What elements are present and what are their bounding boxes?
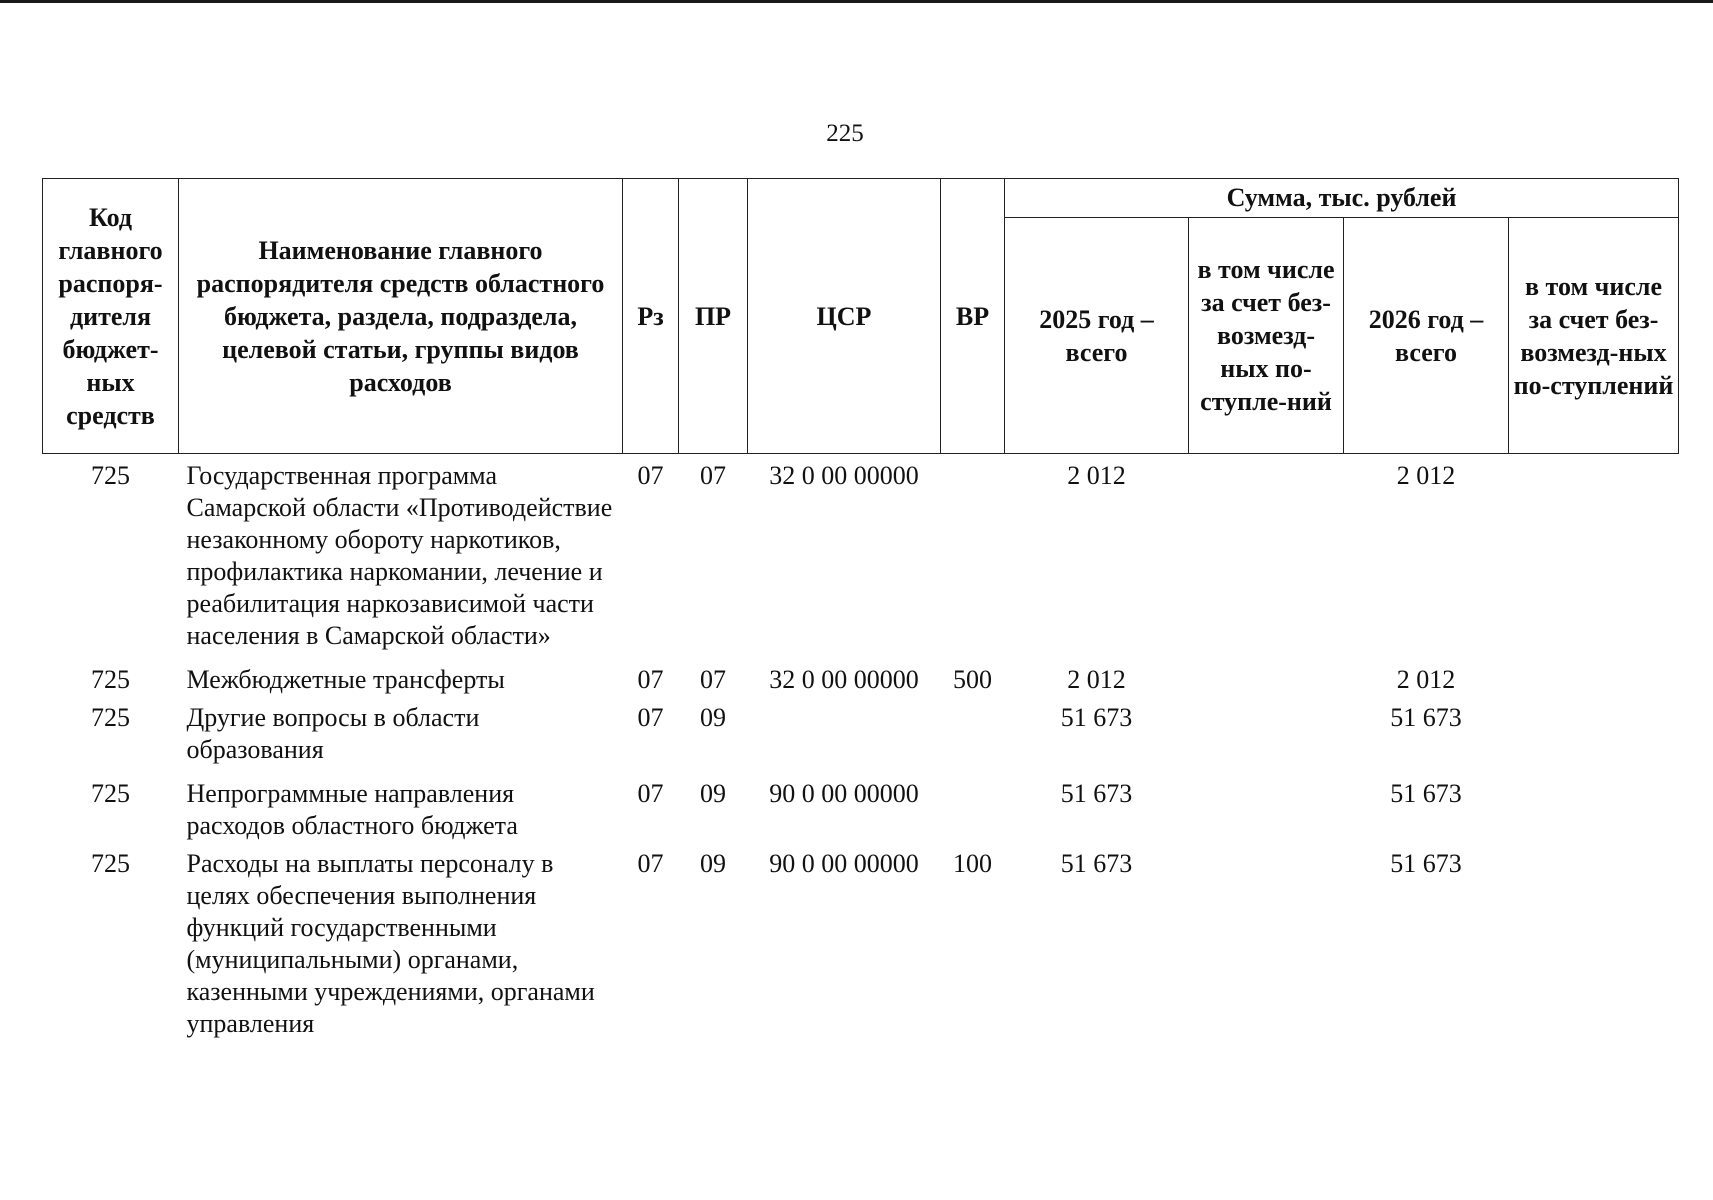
table-row	[43, 842, 1679, 1040]
cell-rz: 07	[637, 779, 664, 808]
header-2025-total: 2025 год – всего	[1005, 218, 1189, 454]
cell-2026-free	[1509, 454, 1679, 653]
header-vr: ВР	[941, 179, 1005, 454]
cell-2025-total: 51 673	[1060, 849, 1133, 878]
cell-rz: 07	[637, 703, 664, 732]
header-2026-free: в том числе за счет без-возмезд-ных по-ступлений	[1509, 218, 1679, 454]
cell-2026-total: 2 012	[1396, 665, 1456, 694]
cell-csr: 90 0 00 00000	[769, 849, 919, 878]
cell-name: Государственная программа Самарской области «Противодействие незаконному обороту наркотиков, профилактика наркомании, лечение и реабилитация наркозависимой части населения в Самарской области»	[186, 461, 613, 650]
cell-2025-total: 51 673	[1060, 779, 1133, 808]
cell-name: Другие вопросы в области образования	[186, 703, 480, 764]
header-2026-total: 2026 год – всего	[1344, 218, 1509, 454]
cell-rz: 07	[637, 665, 664, 694]
cell-code: 725	[91, 461, 130, 490]
cell-2025-free	[1189, 842, 1344, 1040]
cell-pr: 09	[700, 849, 726, 878]
cell-pr: 09	[700, 703, 726, 732]
cell-2026-free	[1509, 842, 1679, 1040]
cell-2025-total: 2 012	[1067, 461, 1126, 490]
table-body	[43, 454, 1679, 1041]
page-number: 225	[826, 120, 864, 147]
table-header	[43, 179, 1679, 454]
cell-vr	[941, 454, 1005, 653]
cell-2026-free	[1509, 696, 1679, 766]
cell-2026-free	[1509, 766, 1679, 842]
cell-code: 725	[91, 779, 130, 808]
cell-2026-total: 2 012	[1396, 461, 1456, 490]
header-sum-group: Сумма, тыс. рублей	[1005, 179, 1679, 218]
cell-2026-total: 51 673	[1390, 849, 1462, 878]
cell-2025-free	[1189, 696, 1344, 766]
cell-csr: 90 0 00 00000	[769, 779, 919, 808]
header-2025-free: в том числе за счет без-возмезд-ных по-ступле-ний	[1189, 218, 1344, 454]
cell-pr: 07	[700, 665, 726, 694]
table-row	[43, 696, 1679, 766]
cell-2025-free	[1189, 454, 1344, 653]
cell-csr	[748, 696, 941, 766]
top-border-line	[0, 0, 1713, 3]
cell-name: Межбюджетные трансферты	[186, 665, 505, 694]
cell-2026-total: 51 673	[1390, 779, 1462, 808]
cell-vr	[941, 766, 1005, 842]
cell-2026-total: 51 673	[1390, 703, 1462, 732]
cell-code: 725	[91, 703, 130, 732]
header-pr: ПР	[679, 179, 748, 454]
cell-vr	[941, 696, 1005, 766]
header-csr: ЦСР	[748, 179, 941, 454]
cell-pr: 07	[700, 461, 726, 490]
cell-2025-total: 2 012	[1067, 665, 1126, 694]
header-rz: Рз	[623, 179, 679, 454]
cell-pr: 09	[700, 779, 726, 808]
table-row	[43, 766, 1679, 842]
cell-csr: 32 0 00 00000	[769, 461, 919, 490]
cell-2025-free	[1189, 766, 1344, 842]
header-code: Код главного распоря-дителя бюджет-ных средств	[43, 179, 179, 454]
cell-vr: 100	[953, 849, 992, 878]
cell-name: Расходы на выплаты персоналу в целях обеспечения выполнения функций государственными (муниципальными) органами, казенными учреждениями, органами управления	[186, 849, 595, 1038]
table-row	[43, 652, 1679, 696]
cell-name: Непрограммные направления расходов областного бюджета	[186, 779, 518, 840]
budget-table	[42, 178, 1679, 1040]
cell-rz: 07	[637, 849, 664, 878]
cell-rz: 07	[637, 461, 664, 490]
cell-2025-total: 51 673	[1060, 703, 1133, 732]
cell-vr: 500	[953, 665, 992, 694]
header-name: Наименование главного распорядителя средств областного бюджета, раздела, подраздела, целевой статьи, группы видов расходов	[179, 179, 623, 454]
cell-2026-free	[1509, 652, 1679, 696]
table-row	[43, 454, 1679, 653]
cell-csr: 32 0 00 00000	[769, 665, 919, 694]
cell-code: 725	[91, 849, 130, 878]
cell-code: 725	[91, 665, 130, 694]
cell-2025-free	[1189, 652, 1344, 696]
